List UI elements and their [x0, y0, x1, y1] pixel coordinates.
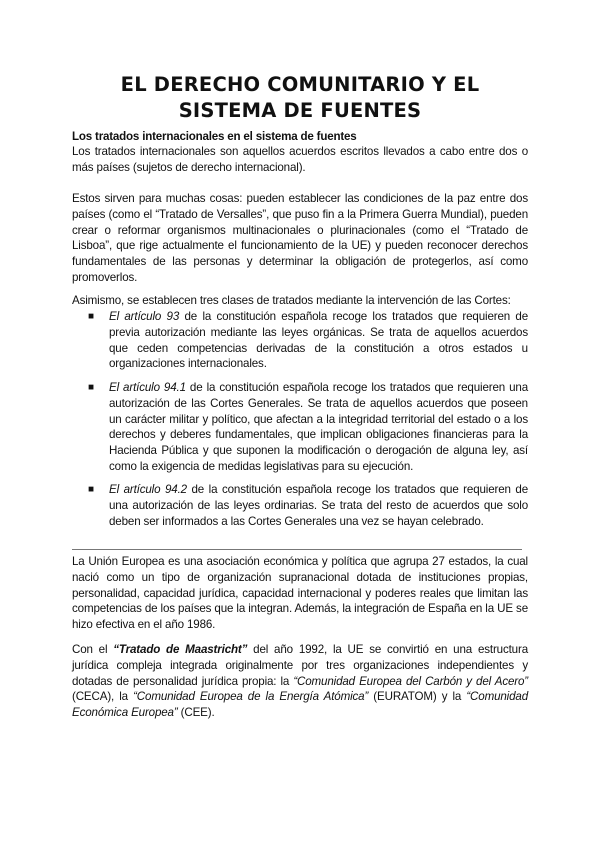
list-item [109, 380, 528, 475]
paragraph-maastricht: Con el “Tratado de Maastricht” del año 1992, la UE se convirtió en una estructura jurídica compleja integrada originalmente por tres organizaciones independientes y dotadas de personalidad jurídica propia: la “Comunidad Europea del Carbón y del Acero” (CECA), la “Comunidad Europea de la Energía Atómica” (EURATOM) y la “Comunidad Económica Europea” (CEE). [72, 643, 528, 720]
treaty-name: “Tratado de Maastricht” [113, 643, 248, 656]
list-item [109, 482, 528, 529]
list-item [109, 309, 528, 372]
paragraph-definition: Los tratados internacionales son aquellos acuerdos escritos llevados a cabo entre dos o más países (sujetos de derecho internacional). [72, 145, 528, 174]
paragraph-union-europea: La Unión Europea es una asociación económica y política que agrupa 27 estados, la cual nació como un tipo de organización supranacional dotada de instituciones propias, personalidad, capacidad jurídica, capacidad internacional y poderes reales que limitan las competencias de los países que la integran. Además, la integración de España en la UE se hizo efectiva en el año 1986. [72, 555, 528, 632]
list-item-text: de la constitución española recoge los tratados que requieren de previa autorización mediante las leyes orgánicas. Se trata de aquellos acuerdos que ceden competencias derivadas de la constitución a otros estados u organizaciones internacionales. [109, 310, 528, 371]
article-reference: El artículo 93 [109, 310, 180, 323]
list-item-text: de la constitución española recoge los tratados que requieren una autorización de las Cortes Generales. Se trata de aquellos acuerdos que poseen un carácter militar y político, que afectan a la integridad territorial del estado o a los derechos y deberes fundamentales, que implican obligaciones financieras para la Hacienda Pública y que suponen la modificación o derogación de alguna ley, así como la exigencia de medidas legislativas para su ejecución. [109, 381, 528, 473]
bullet-icon: ■ [88, 484, 95, 495]
bullet-icon: ■ [88, 311, 95, 322]
community-name-cee: “Comunidad Económica Europea” [72, 690, 528, 720]
list-item-text: de la constitución española recoge los tratados que requieren de una autorización de las leyes ordinarias. Se trata del resto de acuerdos que solo deben ser informados a las Cortes Generales una vez se hayan celebrado. [109, 483, 528, 528]
section-heading: Los tratados internacionales en el sistema de fuentes [72, 130, 357, 143]
section-divider [72, 549, 522, 550]
paragraph-purposes: Estos sirven para muchas cosas: pueden establecer las condiciones de la paz entre dos países (como el “Tratado de Versalles”, que puso fin a la Primera Guerra Mundial), pueden crear o reformar organismos multinacionales o plurinacionales (como el “Tratado de Lisboa”, que rige actualmente el funcionamiento de la UE) y pueden reconocer derechos fundamentales de las personas y determinar la obligación de protegerlos, así como promoverlos. [72, 192, 528, 284]
paragraph-treaty-classes: Asimismo, se establecen tres clases de tratados mediante la intervención de las Cortes: [72, 294, 511, 307]
community-name-euratom: “Comunidad Europea de la Energía Atómica” [133, 690, 369, 704]
bullet-icon: ■ [88, 382, 95, 393]
article-reference: El artículo 94.2 [109, 483, 187, 496]
community-name-ceca: “Comunidad Europea del Carbón y del Acero” [293, 674, 528, 688]
article-reference: El artículo 94.1 [109, 381, 186, 394]
page-title: EL DERECHO COMUNITARIO Y EL SISTEMA DE FUENTES [120, 73, 480, 122]
